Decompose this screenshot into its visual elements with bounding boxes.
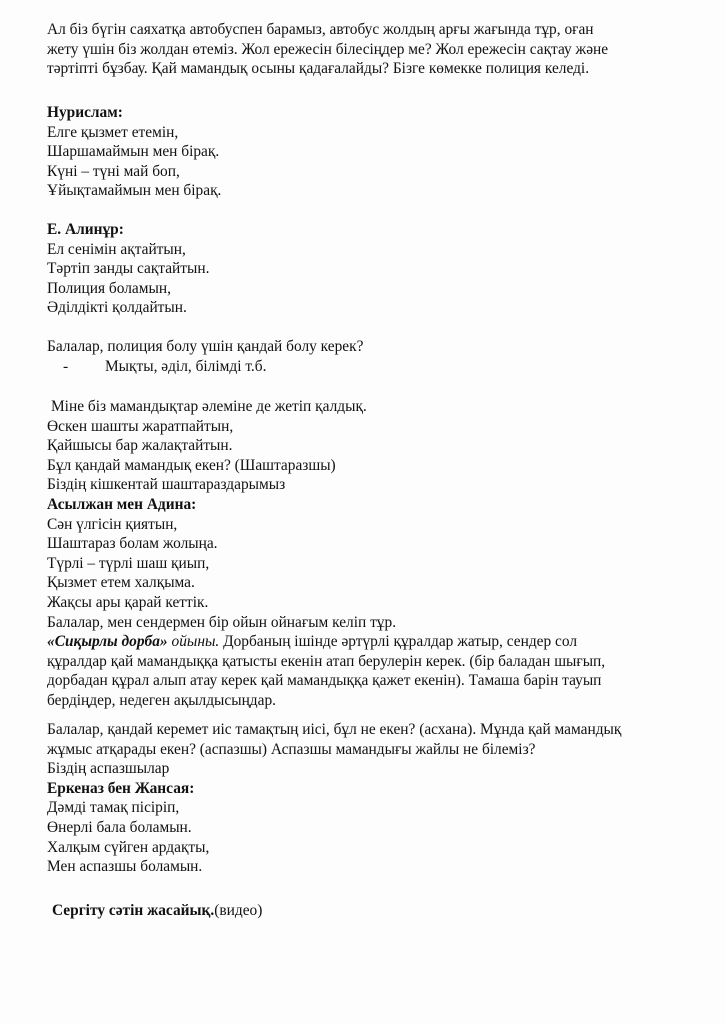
verse-line: Жақсы ары қарай кеттік. [47,593,209,611]
answer-line [47,357,697,377]
verse-line: Мен аспазшы боламын. [47,858,203,876]
speaker-name: Асылжан мен Адина: [47,495,197,513]
riddle-line: Бұл қандай мамандық екен? (Шаштаразшы) [47,456,336,474]
verse-line: Өнерлі бала боламын. [47,818,192,836]
game-title: «Сиқырлы дорба» [47,633,168,651]
verse-line: Полиция боламын, [47,279,171,297]
game-description: құралдар қай мамандыққа қатысты екенін атап берулерін керек. (бір баладан шығып, [47,652,606,670]
intro-paragraph [47,20,697,79]
footer-text [47,901,697,921]
list-dash: - [63,357,69,375]
speaker-name: Е. Алинұр: [47,221,124,238]
police-question [47,337,697,376]
verse-line: Ел сенімін ақтайтын, [47,240,186,258]
verse-line: Дәмді тамақ пісіріп, [47,799,180,817]
paragraph-line: Балалар, қандай керемет иіс тамақтың иісі, бұл не екен? (асхана). Мұнда қай мамандық [47,721,622,738]
verse-line: Сән үлгісін қиятын, [47,515,178,533]
game-invite: Балалар, мен сендермен бір ойын ойнағым келіп тұр. [47,613,397,631]
footer-bold: Сергіту сәтін жасайық. [52,902,215,919]
verse-line: Тәртіп занды сақтайтын. [47,260,210,278]
section-intro: Міне біз мамандықтар әлеміне де жетіп қалдық. [51,398,367,415]
verse-line: Әділдікті қолдайтын. [47,299,187,317]
answer-text: Мықты, әділ, білімді т.б. [105,357,267,375]
game-description: дорбадан құрал алып атау керек қай мамандыққа қажет екенін). Тамаша барін тауып [47,672,602,690]
question-line: Балалар, полиция болу үшін қандай болу керек? [47,338,364,355]
nurislam-verse [47,103,697,201]
verse-line: Қызмет етем халқыма. [47,574,195,592]
speaker-name: Нурислам: [47,104,123,121]
game-description [47,632,697,652]
intro-line: жету үшін біз жолдан өтеміз. Жол ережесін білесіңдер ме? Жол ережесін сақтау және [47,40,609,58]
footer-line [47,901,697,921]
verse-line: Шаршамаймын мен бірақ. [47,143,220,161]
verse-line: Елге қызмет етемін, [47,123,179,141]
intro-line: Біздің кішкентай шаштараздарымыз [47,476,286,494]
riddle-line: Қайшысы бар жалақтайтын. [47,437,233,455]
riddle-line: Өскен шашты жаратпайтын, [47,417,234,435]
paragraph-line: Біздің аспазшылар [47,760,170,778]
verse-line: Ұйықтамаймын мен бірақ. [47,182,222,200]
intro-line: тәртіпті бұзбау. Қай мамандық осыны қадағалайды? Бізге көмекке полиция келеді. [47,60,590,78]
verse-line: Шаштараз болам жолыңа. [47,535,218,553]
game-text: Дорбаның ішінде әртүрлі құралдар жатыр, сендер сол [219,633,578,651]
speaker-name: Еркеназ бен Жансая: [47,779,195,797]
verse-line: Халқым сүйген ардақты, [47,838,210,856]
verse-line: Түрлі – түрлі шаш қиып, [47,554,210,572]
game-title-suffix: ойыны. [171,633,220,651]
paragraph-line: жұмыс атқарады екен? (аспазшы) Аспазшы мамандығы жайлы не білеміз? [47,740,536,758]
intro-line: Ал біз бүгін саяхатқа автобуспен барамыз, автобус жолдың арғы жағында тұр, оған [47,21,594,38]
cook-section [47,720,697,877]
verse-line: Күні – түні май боп, [47,162,180,180]
game-description: бердіңдер, недеген ақылдысыңдар. [47,691,277,709]
footer-rest: (видео) [214,902,263,919]
barber-section [47,397,697,711]
alinur-verse [47,220,697,318]
